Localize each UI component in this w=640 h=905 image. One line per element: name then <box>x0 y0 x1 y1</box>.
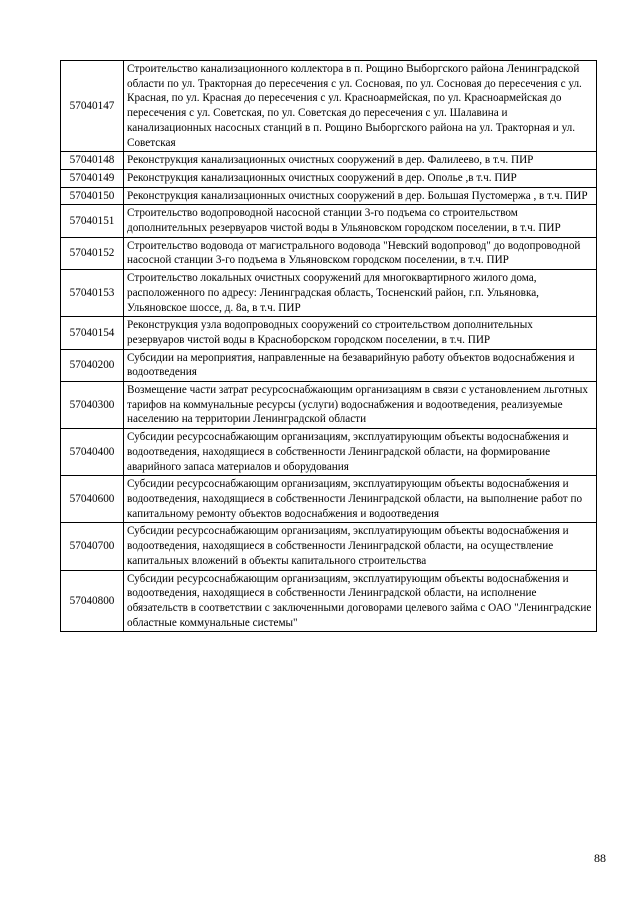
row-code: 57040150 <box>61 187 124 205</box>
table-row <box>61 429 597 476</box>
budget-code-table <box>60 60 597 632</box>
table-row <box>61 237 597 269</box>
page-number: 88 <box>594 851 606 865</box>
row-description: Реконструкция канализационных очистных сооружений в дер. Большая Пустомержа , в т.ч. ПИР <box>124 187 597 205</box>
row-description: Субсидии на мероприятия, направленные на безаварийную работу объектов водоснабжения и водоотведения <box>124 349 597 381</box>
row-description: Реконструкция канализационных очистных сооружений в дер. Фалилеево, в т.ч. ПИР <box>124 152 597 170</box>
row-description: Строительство локальных очистных сооружений для многоквартирного жилого дома, расположенного по адресу: Ленинградская область, Тосненский район, г.п. Ульяновка, Ульяновское шоссе, д. 8а, в т.ч. ПИР <box>124 270 597 317</box>
row-code: 57040148 <box>61 152 124 170</box>
row-description: Строительство канализационного коллектора в п. Рощино Выборгского района Ленинградской области по ул. Тракторная до пересечения с ул. Сосновая, по ул. Сосновая до пересечения с ул. Красная, по ул. Красная до пересечения с ул. Красноармейская, по ул. Красноармейская до пересечения с ул. Советская, по ул. Советская до пересечения с ул. Шалавина и канализационных насосных станций в п. Рощино Выборгского района на ул. Тракторная и ул. Советская <box>124 61 597 152</box>
row-code: 57040200 <box>61 349 124 381</box>
row-code: 57040700 <box>61 523 124 570</box>
table-row <box>61 523 597 570</box>
row-description: Субсидии ресурсоснабжающим организациям, эксплуатирующим объекты водоснабжения и водоотведения, находящиеся в собственности Ленинградской области, на выполнение работ по капитальному ремонту объектов водоснабжения и водоотведения <box>124 476 597 523</box>
row-code: 57040152 <box>61 237 124 269</box>
row-description: Субсидии ресурсоснабжающим организациям, эксплуатирующим объекты водоснабжения и водоотведения, находящиеся в собственности Ленинградской области, на исполнение обязательств в соответствии с заключенными договорами целевого займа с ОАО "Ленинградские областные коммунальные системы" <box>124 570 597 632</box>
table-row <box>61 476 597 523</box>
table-row <box>61 205 597 237</box>
table-row <box>61 61 597 152</box>
table-row <box>61 270 597 317</box>
row-code: 57040400 <box>61 429 124 476</box>
table-row <box>61 349 597 381</box>
table-row <box>61 152 597 170</box>
table-row <box>61 169 597 187</box>
row-description: Реконструкция узла водопроводных сооружений со строительством дополнительных резервуаров чистой воды в Красноборском городском поселении, в т.ч. ПИР <box>124 317 597 349</box>
row-description: Реконструкция канализационных очистных сооружений в дер. Ополье ,в т.ч. ПИР <box>124 169 597 187</box>
row-description: Строительство водопроводной насосной станции 3-го подъема со строительством дополнительных резервуаров чистой воды в Ульяновском городском поселении, в т.ч. ПИР <box>124 205 597 237</box>
row-code: 57040154 <box>61 317 124 349</box>
row-code: 57040147 <box>61 61 124 152</box>
row-code: 57040151 <box>61 205 124 237</box>
table-row <box>61 187 597 205</box>
row-description: Строительство водовода от магистрального водовода "Невский водопровод" до водопроводной насосной станции 3-го подъема в Ульяновском городском поселении, в т.ч. ПИР <box>124 237 597 269</box>
row-description: Возмещение части затрат ресурсоснабжающим организациям в связи с установлением льготных тарифов на коммунальные ресурсы (услуги) водоснабжения и водоотведения, реализуемые населению на территории Ленинградской области <box>124 382 597 429</box>
table-row <box>61 382 597 429</box>
row-code: 57040153 <box>61 270 124 317</box>
row-description: Субсидии ресурсоснабжающим организациям, эксплуатирующим объекты водоснабжения и водоотведения, находящиеся в собственности Ленинградской области, на осуществление капитальных вложений в объекты капитального строительства <box>124 523 597 570</box>
row-code: 57040800 <box>61 570 124 632</box>
row-description: Субсидии ресурсоснабжающим организациям, эксплуатирующим объекты водоснабжения и водоотведения, находящиеся в собственности Ленинградской области, на формирование аварийного запаса материалов и оборудования <box>124 429 597 476</box>
row-code: 57040600 <box>61 476 124 523</box>
table-row <box>61 317 597 349</box>
row-code: 57040300 <box>61 382 124 429</box>
table-row <box>61 570 597 632</box>
row-code: 57040149 <box>61 169 124 187</box>
